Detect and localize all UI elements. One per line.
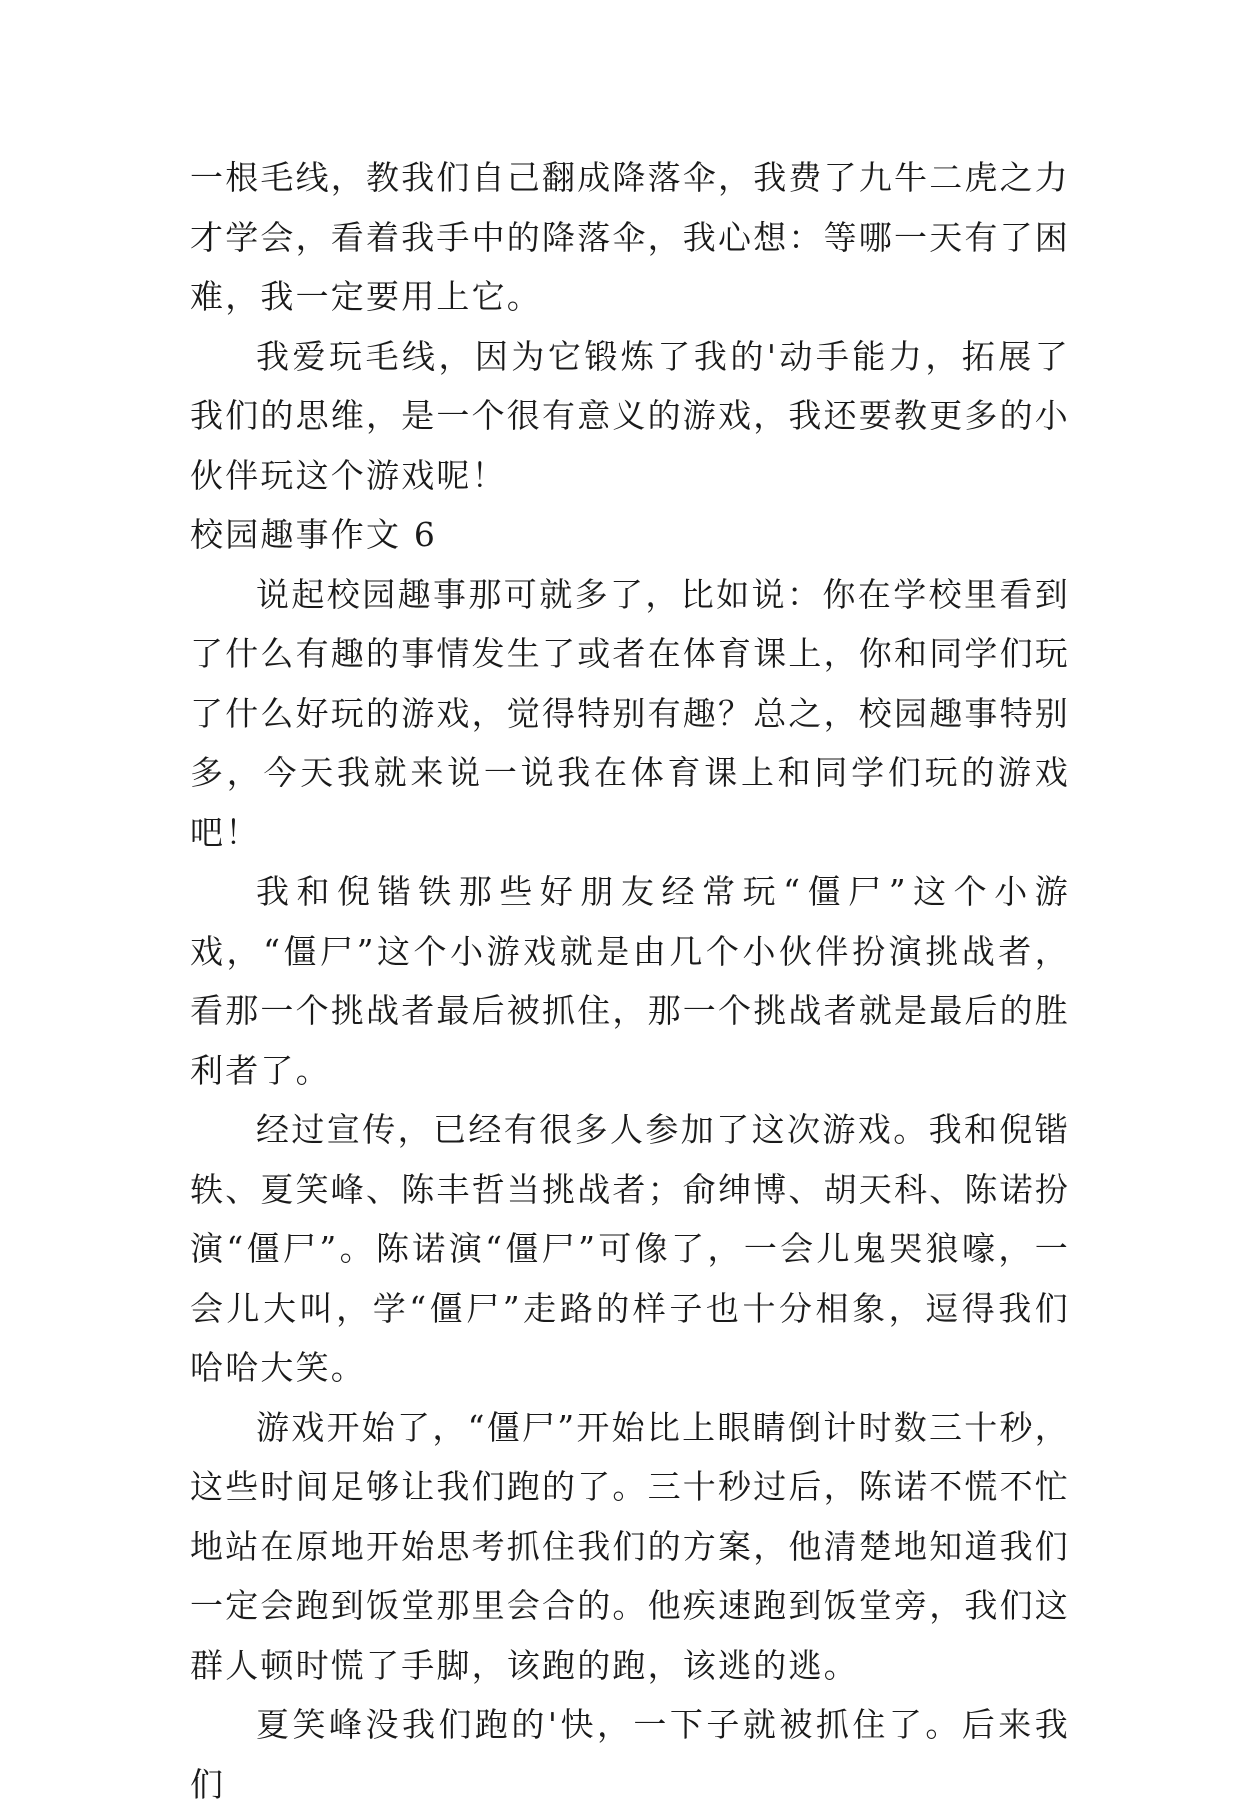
document-body [190, 148, 1070, 1814]
paragraph: 经过宣传，已经有很多人参加了这次游戏。我和倪锴轶、夏笑峰、陈丰哲当挑战者；俞绅博、胡天科、陈诺扮演“僵尸”。陈诺演“僵尸”可像了，一会儿鬼哭狼嚎，一会儿大叫，学“僵尸”走路的样子也十分相象，逗得我们哈哈大笑。 [190, 1110, 1070, 1387]
closing-paragraph: 我爱玩毛线，因为它锻炼了我的'动手能力，拓展了我们的思维，是一个很有意义的游戏，我还要教更多的小伙伴玩这个游戏呢！ [190, 336, 1070, 495]
paragraph: 我和倪锴铁那些好朋友经常玩“僵尸”这个小游戏，“僵尸”这个小游戏就是由几个小伙伴扮演挑战者，看那一个挑战者最后被抓住，那一个挑战者就是最后的胜利者了。 [190, 872, 1070, 1090]
paragraph: 说起校园趣事那可就多了，比如说：你在学校里看到了什么有趣的事情发生了或者在体育课上，你和同学们玩了什么好玩的游戏，觉得特别有趣？总之，校园趣事特别多，今天我就来说一说我在体育课上和同学们玩的游戏吧！ [190, 574, 1070, 852]
paragraph: 游戏开始了，“僵尸”开始比上眼睛倒计时数三十秒，这些时间足够让我们跑的了。三十秒过后，陈诺不慌不忙地站在原地开始思考抓住我们的方案，他清楚地知道我们一定会跑到饭堂那里会合的。他疾速跑到饭堂旁，我们这群人顿时慌了手脚，该跑的跑，该逃的逃。 [190, 1407, 1070, 1685]
section-title: 校园趣事作文 6 [190, 515, 438, 554]
paragraph: 夏笑峰没我们跑的'快，一下子就被抓住了。后来我们 [190, 1705, 1070, 1804]
continued-paragraph: 一根毛线，教我们自己翻成降落伞，我费了九牛二虎之力才学会，看着我手中的降落伞，我心想：等哪一天有了困难，我一定要用上它。 [190, 158, 1070, 316]
